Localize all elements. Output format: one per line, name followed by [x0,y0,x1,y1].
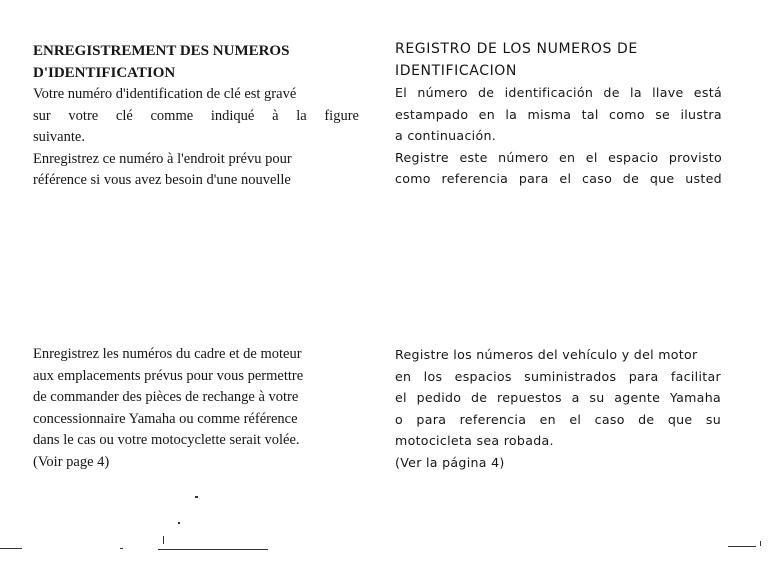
word: a [571,390,580,405]
spanish-key-text-line [395,104,722,126]
word: que [649,171,675,186]
word: en [558,149,576,165]
french-key-text-line: référence si vous avez besoin d'une nouvelle [33,172,291,188]
word: figure [324,107,359,124]
word: comme [150,107,194,124]
word: agente [614,390,661,405]
word: en [395,368,412,384]
scan-mark [0,548,22,549]
word: referencia [441,171,509,186]
word: se [655,106,671,122]
word: provisto [668,149,722,165]
word: repuestos [497,390,562,405]
word: llave [652,85,684,100]
word: suministrados [524,368,617,384]
word: pedido [416,390,462,405]
word: de [638,411,655,427]
french-frame-text-line: Enregistrez les numéros du cadre et de moteur [33,346,302,362]
word: facilitar [670,368,721,384]
french-heading-line-1: ENREGISTREMENT DES NUMEROS [33,43,290,59]
word: identificación [504,85,594,100]
word: la [505,106,518,122]
word: en [478,106,496,122]
french-key-text-line: Enregistrez ce numéro à l'endroit prévu pour [33,150,292,167]
word: indiqué [210,107,255,124]
word: para [518,171,549,186]
word: espacios [454,368,512,384]
spanish-frame-engine-section [395,344,721,473]
spanish-key-text-line [395,82,722,104]
word: sur [33,107,51,124]
word: está [693,85,722,100]
word: la [630,85,642,100]
word: caso [581,171,613,186]
word: para [628,368,659,384]
spanish-heading-line-1: REGISTRO DE LOS NUMEROS DE [395,41,638,57]
scan-mark [120,548,123,549]
word: número [417,85,468,100]
spanish-frame-text-line: Registre los números del vehículo y del motor [395,347,698,362]
word: misma [527,106,572,122]
word: Registre [395,149,449,165]
word: de [477,85,495,100]
french-key-text-line: suivante. [33,129,85,145]
spanish-key-text-line [395,168,722,190]
word: espacio [608,149,659,165]
french-frame-text-line: de commander des pièces de rechange à votre [33,389,299,405]
scan-mark [163,536,164,544]
french-frame-text-line: aux emplacements prévus pour vous permettre [33,367,304,384]
word: el [559,171,572,186]
spanish-page-reference: (Ver la página 4) [395,454,505,470]
french-key-text-line [33,106,359,128]
word: Yamaha [669,390,721,405]
word: referencia [459,411,527,427]
word: su [589,390,605,405]
spanish-frame-text-line [395,387,721,409]
word: de [603,85,620,100]
word: el [585,149,598,165]
french-frame-text-line: dans le cas ou votre motocyclette serait volée. [33,432,300,448]
french-heading-line-2: D'IDENTIFICATION [33,64,176,81]
scan-mark [728,546,756,547]
spanish-frame-text-line [395,366,721,388]
french-frame-engine-section [33,344,361,473]
word: clé [115,107,133,124]
word: en [539,411,556,427]
word: como [609,106,645,122]
word: à [272,107,279,124]
word: El [395,85,408,100]
word: o [395,411,404,427]
word: número [498,149,549,165]
word: la [296,107,307,124]
french-key-text-line: Votre numéro d'identification de clé est gravé [33,86,297,102]
scan-mark [158,549,268,550]
french-key-section [33,41,359,192]
spanish-key-text-line: a continuación. [395,128,497,143]
word: votre [68,107,99,124]
spanish-key-text-line [395,147,722,169]
spanish-heading-line-2: IDENTIFICACION [395,62,517,79]
word: para [416,411,447,427]
scan-mark [178,522,180,524]
word: estampado [395,106,469,122]
scan-mark [195,496,198,498]
french-page-reference: (Voir page 4) [33,453,110,470]
word: ilustra [680,106,722,122]
word: el [569,411,582,427]
scan-mark [760,541,761,546]
word: tal [581,106,599,122]
word: caso [594,411,625,427]
word: usted [685,171,722,186]
spanish-frame-text-line: motocicleta sea robada. [395,433,554,448]
word: como [395,171,431,186]
word: los [423,368,443,384]
word: que [667,411,693,427]
word: de [622,171,640,186]
word: el [395,390,407,405]
spanish-frame-text-line [395,409,721,431]
word: este [459,149,488,165]
word: de [471,390,488,405]
word: su [705,411,721,427]
spanish-key-section [395,39,722,190]
french-frame-text-line: concessionnaire Yamaha ou comme référence [33,410,298,427]
